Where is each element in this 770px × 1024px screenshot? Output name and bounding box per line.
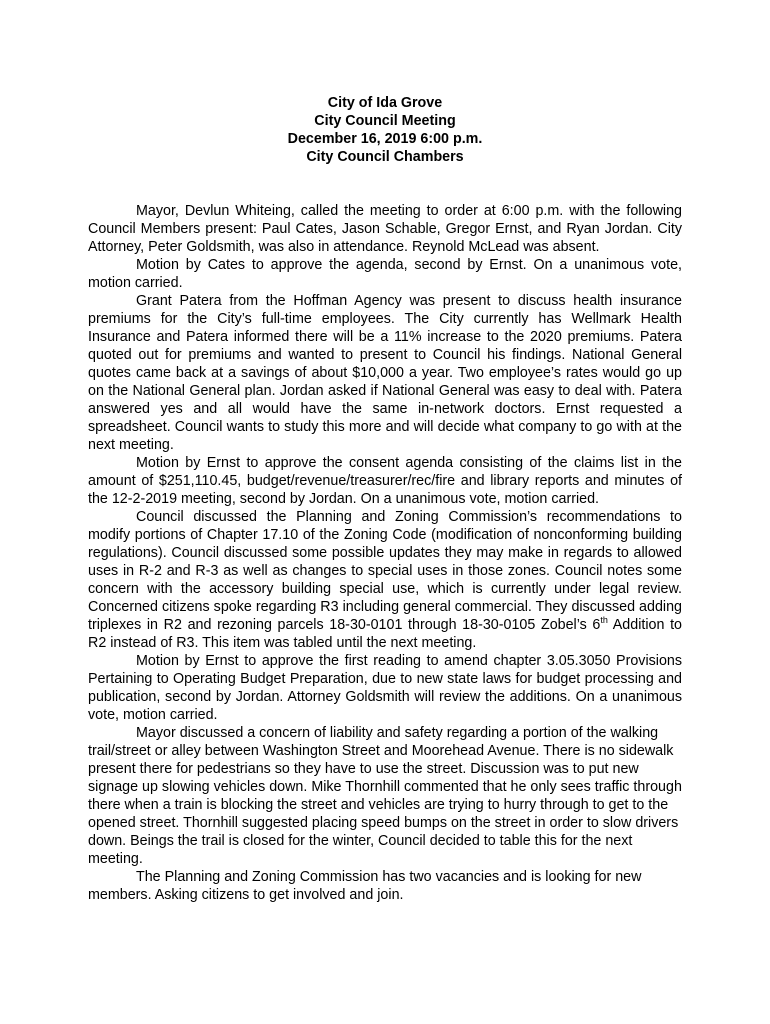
paragraph-zoning-code [88, 508, 682, 652]
minutes-body [88, 202, 682, 904]
meeting-location: City Council Chambers [306, 149, 464, 165]
zoning-text-before: Council discussed the Planning and Zoning Commission’s recommendations to modify portions of Chapter 17.10 of the Zoning Code (modification of nonconforming building regulations). Council discussed some possible updates they may make in regards to allowed uses in R-2 and R-3 as well as changes to special uses in those zones. Council notes some concern with the accessory building special use, which is currently under legal review. Concerned citizens spoke regarding R3 including general commercial. They discussed adding triplexes in R2 and rezoning parcels 18-30-0101 through 18-30-0105 Zobel’s 6 [88, 509, 682, 633]
meeting-date: December 16, 2019 6:00 p.m. [287, 131, 483, 147]
paragraph-consent-agenda: Motion by Ernst to approve the consent agenda consisting of the claims list in the amount of $251,110.45, budget/revenue/treasurer/rec/fire and library reports and minutes of the 12-2-2019 meeting, second by Jordan. On a unanimous vote, motion carried. [88, 455, 682, 507]
ordinal-suffix: th [600, 615, 608, 626]
paragraph-agenda-motion: Motion by Cates to approve the agenda, second by Ernst. On a unanimous vote, motion carried. [88, 257, 682, 291]
zoning-text-after: Addition to R2 instead of R3. This item was tabled until the next meeting. [88, 617, 682, 651]
paragraph-budget-motion: Motion by Ernst to approve the first reading to amend chapter 3.05.3050 Provisions Pertaining to Operating Budget Preparation, due to new state laws for budget processing and publication, second by Jordan. Attorney Goldsmith will review the additions. On a unanimous vote, motion carried. [88, 653, 682, 723]
paragraph-health-insurance: Grant Patera from the Hoffman Agency was present to discuss health insurance premiums for the City’s full-time employees. The City currently has Wellmark Health Insurance and Patera informed there will be a 11% increase to the 2020 premiums. Patera quoted out for premiums and wanted to present to Council his findings. National General quotes came back at a savings of about $10,000 a year. Two employee’s rates would go up on the National General plan. Jordan asked if National General was easy to deal with. Patera answered yes and all would have the same in-network doctors. Ernst requested a spreadsheet. Council wants to study this more and will decide what company to go with at the next meeting. [88, 293, 682, 453]
document-header [0, 94, 770, 166]
paragraph-planning-vacancies: The Planning and Zoning Commission has two vacancies and is looking for new members. Asking citizens to get involved and join. [88, 869, 642, 903]
paragraph-call-to-order: Mayor, Devlun Whiteing, called the meeting to order at 6:00 p.m. with the following Council Members present: Paul Cates, Jason Schable, Gregor Ernst, and Ryan Jordan. City Attorney, Peter Goldsmith, was also in attendance. Reynold McLead was absent. [88, 203, 682, 255]
meeting-type: City Council Meeting [314, 113, 456, 129]
paragraph-walking-trail: Mayor discussed a concern of liability and safety regarding a portion of the walking trail/street or alley between Washington Street and Moorehead Avenue. There is no sidewalk present there for pedestrians so they have to use the street. Discussion was to put new signage up slowing vehicles down. Mike Thornhill commented that he only sees traffic through there when a train is blocking the street and vehicles are trying to hurry through to get to the opened street. Thornhill suggested placing speed bumps on the street in order to slow drivers down. Beings the trail is closed for the winter, Council decided to table this for the next meeting. [88, 725, 682, 867]
city-name: City of Ida Grove [327, 95, 443, 111]
